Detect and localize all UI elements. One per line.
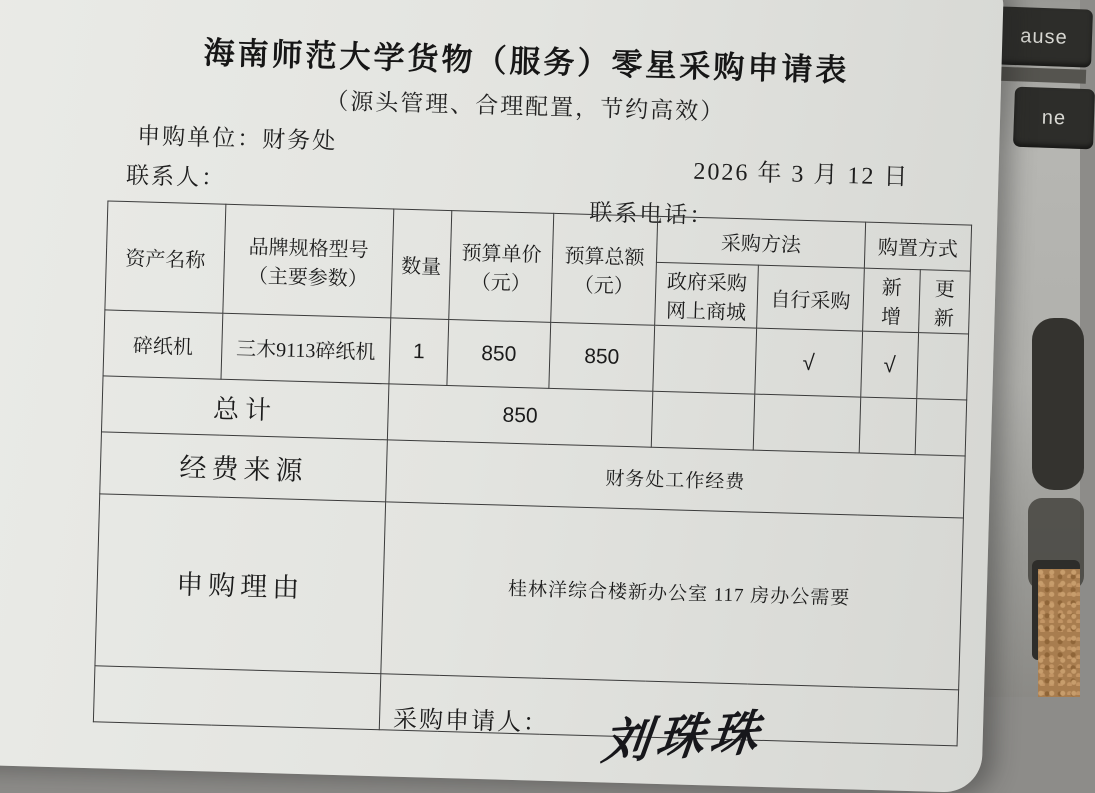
cell-unit-price: 850: [447, 320, 551, 389]
funding-label: 经费来源: [100, 432, 388, 502]
form-subtitle: （源头管理、合理配置，节约高效）: [324, 88, 726, 125]
total-label: 总计: [101, 376, 388, 440]
cell-quantity: 1: [389, 318, 449, 386]
header-total-price: 预算总额 （元）: [551, 213, 658, 325]
header-self-buy: 自行采购: [757, 265, 865, 331]
header-brand-spec: 品牌规格型号 （主要参数）: [223, 204, 394, 318]
keyboard-key-home: [1013, 87, 1095, 150]
header-quantity: 数量: [391, 209, 452, 320]
cell-new-add-check: √: [861, 331, 919, 399]
header-renew: 更 新: [919, 270, 971, 334]
form-title: 海南师范大学货物（服务）零星采购申请表: [203, 35, 850, 89]
header-new-add: 新 增: [863, 268, 921, 333]
total-empty-self-buy: [753, 394, 861, 453]
contact-person-field: 联系人：: [125, 162, 227, 191]
applicant-line: [382, 698, 766, 770]
laptop-dark-edge: [1032, 318, 1084, 490]
header-gov-mall: 政府采购 网上商城: [655, 262, 759, 328]
header-unit-price: 预算单价 （元）: [449, 211, 554, 323]
cell-renew: [917, 333, 969, 400]
procurement-table: [93, 200, 972, 770]
applicant-signature: 刘珠珠: [599, 706, 768, 770]
partial-label-cell: [93, 666, 380, 730]
applicant-label: 采购申请人：: [392, 706, 550, 737]
keyboard-key-home-label: ne: [1041, 106, 1067, 129]
header-asset-name: 资产名称: [105, 201, 226, 313]
table-row-reason: [95, 494, 963, 690]
header-method-group: 采购方法: [656, 216, 865, 268]
date-field: 2026 年 3 月 12 日: [693, 158, 910, 191]
keyboard-key-pause-label: ause: [1019, 24, 1069, 49]
header-type-group: 购置方式: [864, 222, 971, 271]
total-empty-renew: [915, 399, 967, 456]
cell-gov-mall: [653, 325, 757, 394]
reason-cell: [381, 502, 964, 770]
cell-self-buy-check: √: [755, 328, 863, 397]
reason-label: 申购理由: [95, 494, 386, 674]
funding-value: 财务处工作经费: [386, 440, 966, 518]
cell-asset-name: 碎纸机: [103, 310, 223, 379]
cell-brand-spec: 三木9113碎纸机: [221, 313, 391, 384]
applicant-unit-field: 申购单位：财务处: [136, 123, 338, 154]
total-empty-new-add: [859, 397, 917, 455]
reason-text: 桂林洋综合楼新办公室 117 房办公需要: [507, 578, 851, 609]
total-empty-gov-mall: [651, 391, 755, 450]
keyboard-key-pause: [995, 6, 1093, 67]
cell-total-price: 850: [549, 322, 655, 391]
desk-surface: [1038, 569, 1080, 697]
contact-phone-field: 联系电话：: [588, 199, 715, 229]
total-amount: 850: [387, 384, 652, 447]
